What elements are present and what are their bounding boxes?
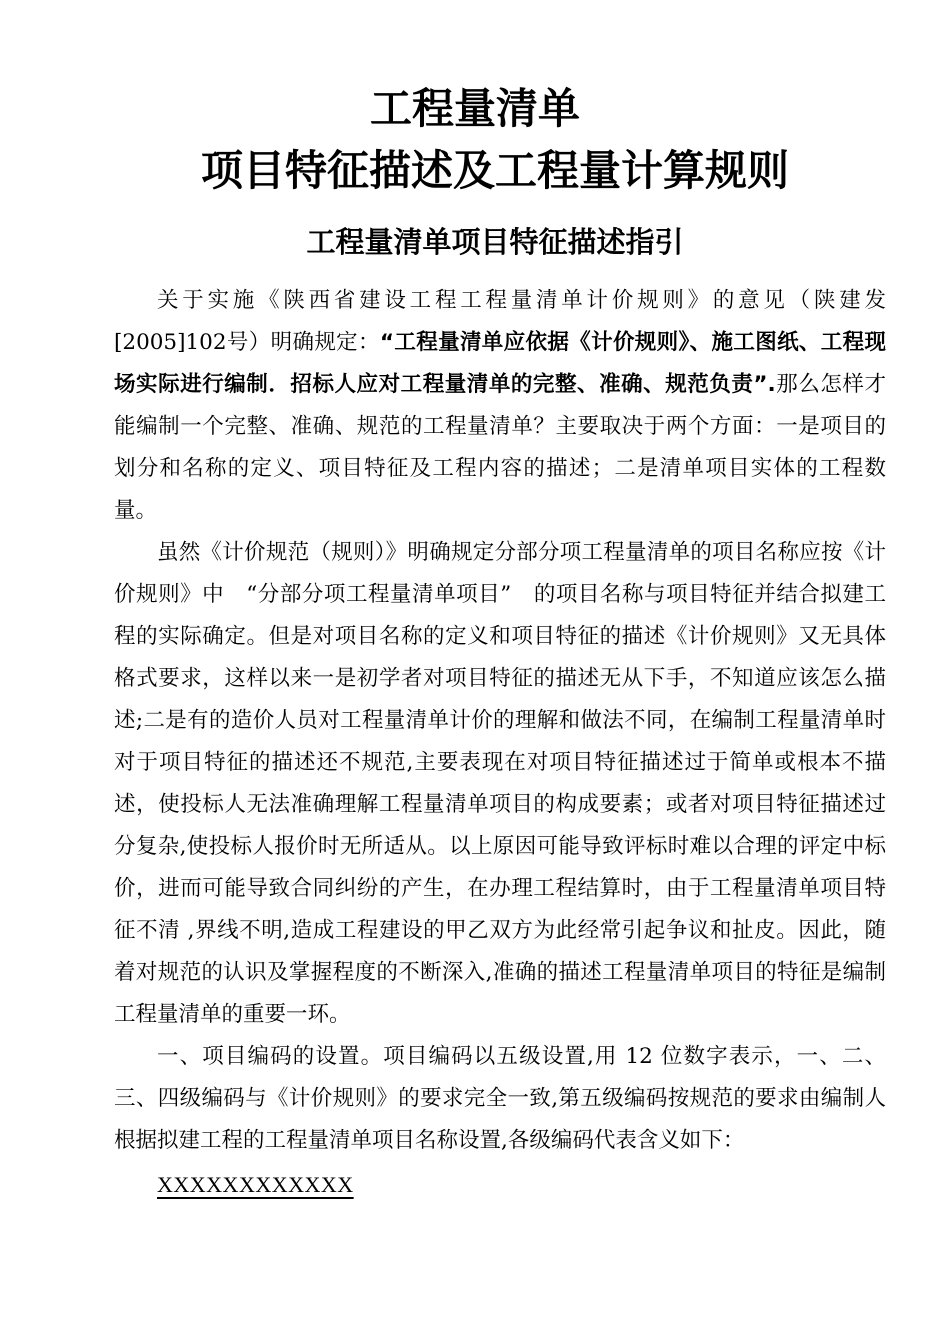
paragraph-intro: [114, 280, 886, 532]
quoted-requirement: “工程量清单应依据《计价规则》、施工图纸、工程现场实际进行编制．招标人应对工程量清单的完整、准确、规范负责”.: [114, 330, 886, 397]
document-body: [114, 280, 886, 1208]
code-pattern-line: [114, 1162, 886, 1208]
document-title-line2: 项目特征描述及工程量计算规则: [200, 146, 789, 195]
document-title: 工程量清单: [369, 84, 580, 133]
paragraph-intro-text: 关于实施《陕西省建设工程工程量清单计价规则》的意见（陕建发[2005]102号）明确规定：: [114, 288, 886, 355]
paragraph-background: 虽然《计价规范（规则）》明确规定分部分项工程量清单的项目名称应按《计价规则》中 “分部分项工程量清单项目” 的项目名称与项目特征并结合拟建工程的实际确定。但是对项目名称的定义和项目特征的描述《计价规则》又无具体格式要求，这样以来一是初学者对项目特征的描述无从下手，不知道应该怎么描述;二是有的造价人员对工程量清单计价的理解和做法不同，在编制工程量清单时对于项目特征的描述还不规范,主要表现在对项目特征描述过于简单或根本不描述，使投标人无法准确理解工程量清单项目的构成要素；或者对项目特征描述过分复杂,使投标人报价时无所适从。以上原因可能导致评标时难以合理的评定中标价，进而可能导致合同纠纷的产生，在办理工程结算时，由于工程量清单项目特征不清 ,界线不明,造成工程建设的甲乙双方为此经常引起争议和扯皮。因此，随着对规范的认识及掌握程度的不断深入,准确的描述工程量清单项目的特征是编制工程量清单的重要一环。: [114, 540, 886, 1027]
paragraph-project-coding: 一、项目编码的设置。项目编码以五级设置,用 12 位数字表示，一、二、三、四级编码与《计价规则》的要求完全一致,第五级编码按规范的要求由编制人根据拟建工程的工程量清单项目名称设置,各级编码代表含义如下：: [114, 1044, 886, 1153]
paragraph-intro-continuation: 那么怎样才能编制一个完整、准确、规范的工程量清单？主要取决于两个方面：一是项目的划分和名称的定义、项目特征及工程内容的描述；二是清单项目实体的工程数量。: [114, 372, 886, 523]
section-heading: 工程量清单项目特征描述指引: [306, 225, 684, 259]
code-pattern: XXXXXXXXXXXX: [157, 1172, 354, 1197]
